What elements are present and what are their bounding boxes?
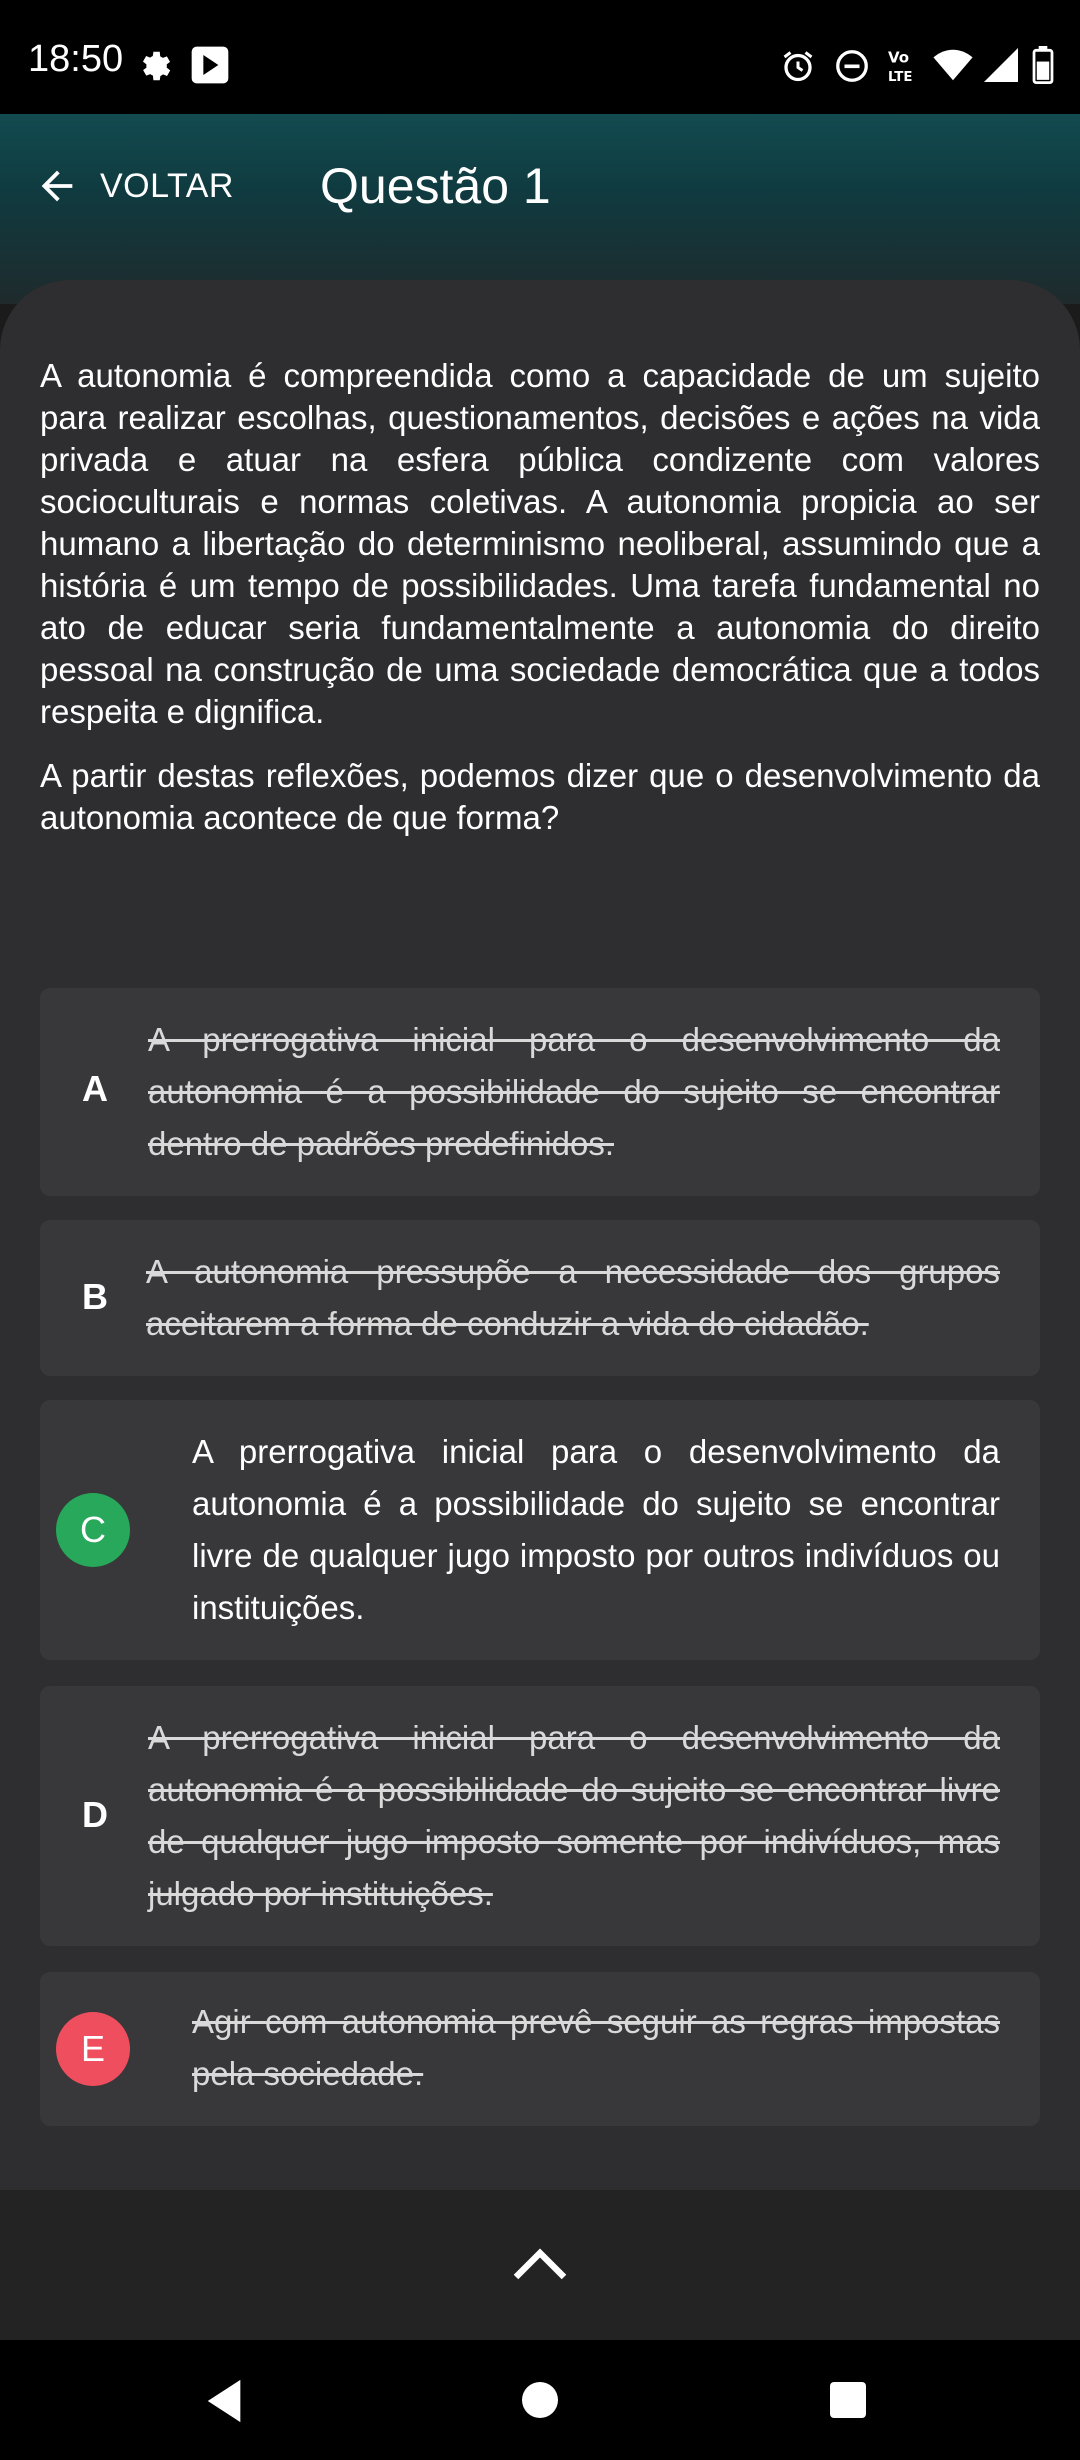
volte-icon: [886, 46, 920, 91]
option-a[interactable]: [40, 988, 1040, 1196]
question-paragraph: A autonomia é compreendida como a capacidade de um sujeito para realizar escolhas, questionamentos, decisões e ações na vida privada e atuar na esfera pública condizente com valores socioculturais e normas coletivas. A autonomia propicia ao ser humano a libertação do determinismo neoliberal, assumindo que a história é um tempo de possibilidades. Uma tarefa fundamental no ato de educar seria fundamentalmente a autonomia do direito pessoal na construção de uma sociedade democrática que a todos respeita e dignifica.: [40, 357, 1040, 730]
option-text: A prerrogativa inicial para o desenvolvimento da autonomia é a possibilidade do sujeito se encontrar livre de qualquer jugo imposto somente por indivíduos, mas julgado por instituições.: [148, 1719, 1000, 1912]
do-not-disturb-icon: [834, 48, 870, 89]
back-button[interactable]: [34, 156, 234, 216]
home-icon[interactable]: [520, 2380, 560, 2425]
play-store-icon: [190, 45, 230, 90]
battery-icon: [1032, 46, 1054, 89]
alarm-icon: [780, 48, 816, 89]
bottom-bar: [0, 2190, 1080, 2340]
option-text: Agir com autonomia prevê seguir as regras impostas pela sociedade.: [192, 2003, 1000, 2092]
option-text: A prerrogativa inicial para o desenvolvimento da autonomia é a possibilidade do sujeito se encontrar dentro de padrões predefinidos.: [148, 1021, 1000, 1162]
option-text: A autonomia pressupõe a necessidade dos grupos aceitarem a forma de conduzir a vida do cidadão.: [146, 1253, 1000, 1342]
chevron-up-icon[interactable]: [510, 2243, 570, 2288]
option-letter: D: [82, 1794, 108, 1835]
status-bar: [0, 0, 1080, 114]
back-button-label: VOLTAR: [100, 166, 234, 205]
option-c[interactable]: [40, 1400, 1040, 1660]
svg-text:Vo: Vo: [888, 48, 910, 67]
option-letter: B: [82, 1276, 108, 1317]
signal-icon: [984, 48, 1018, 87]
option-d[interactable]: [40, 1686, 1040, 1946]
back-icon[interactable]: [205, 2378, 245, 2429]
option-wrong-badge: E: [56, 2012, 130, 2086]
option-b[interactable]: [40, 1220, 1040, 1376]
status-time: 18:50: [28, 38, 124, 80]
settings-icon: [136, 47, 174, 90]
recents-icon[interactable]: [828, 2380, 868, 2425]
page-title: Questão 1: [320, 158, 551, 214]
svg-text:LTE: LTE: [888, 70, 913, 85]
question-text: [40, 355, 1040, 861]
option-text: A prerrogativa inicial para o desenvolvimento da autonomia é a possibilidade do sujeito se encontrar livre de qualquer jugo imposto por outros indivíduos ou instituições.: [192, 1433, 1000, 1626]
arrow-left-icon: [34, 163, 80, 209]
system-nav-bar: [0, 2340, 1080, 2460]
question-prompt: A partir destas reflexões, podemos dizer que o desenvolvimento da autonomia acontece de que forma?: [40, 757, 1040, 836]
option-letter: A: [82, 1068, 108, 1109]
wifi-icon: [932, 48, 974, 87]
option-correct-badge: C: [56, 1493, 130, 1567]
option-e[interactable]: [40, 1972, 1040, 2126]
